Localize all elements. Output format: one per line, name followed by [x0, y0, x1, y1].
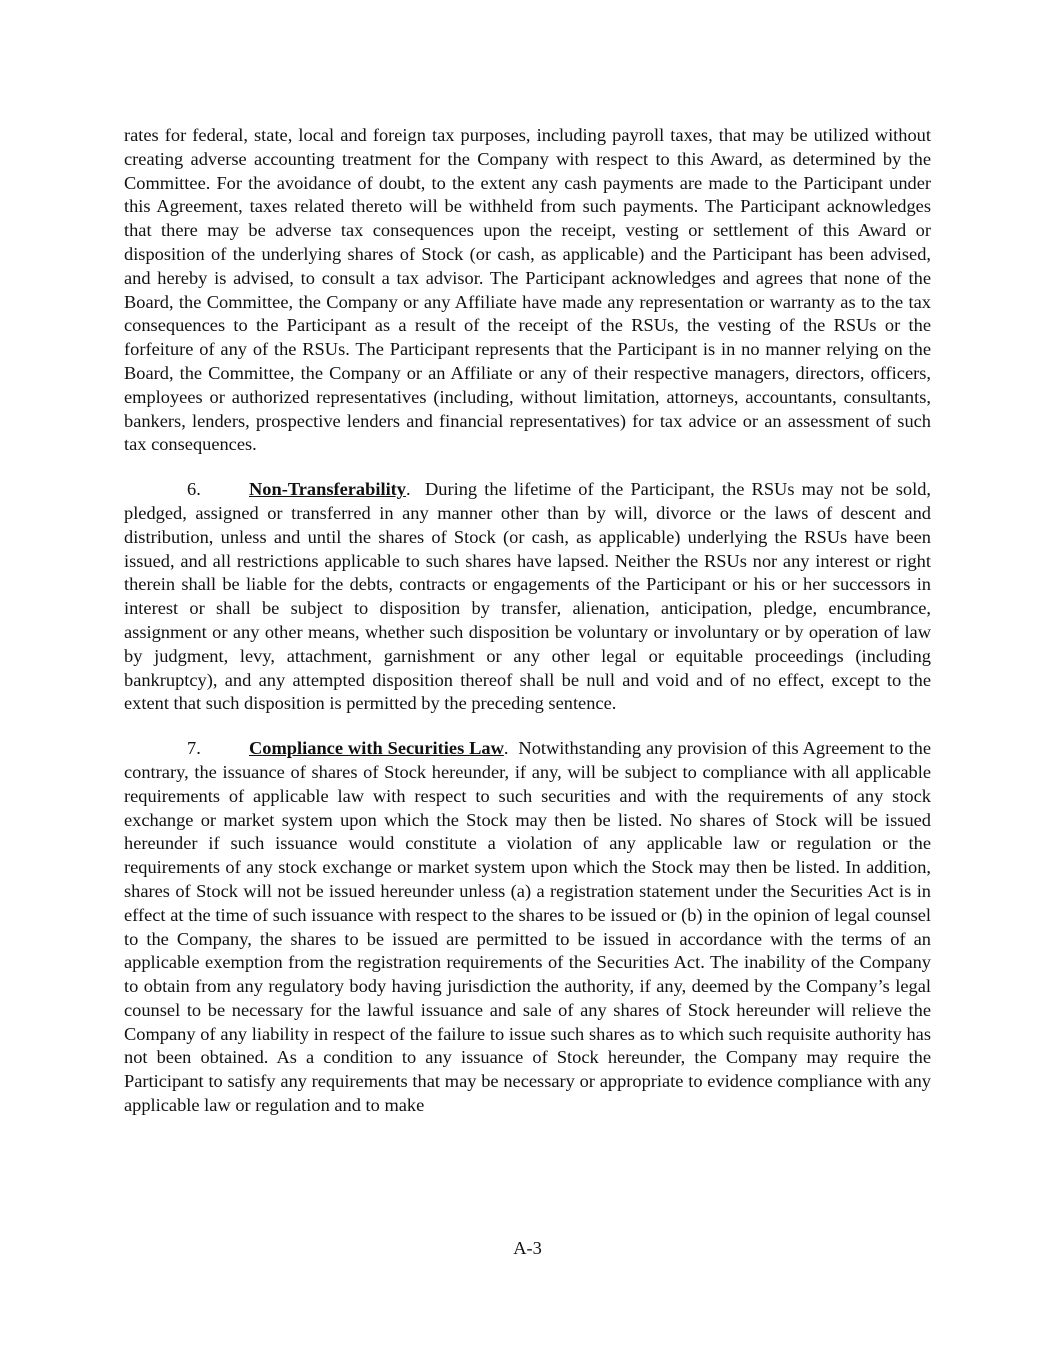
page-number: A-3	[513, 1238, 542, 1258]
section-heading: Compliance with Securities Law	[249, 738, 504, 759]
section-heading: Non-Transferability	[249, 479, 406, 500]
section-heading-period: .	[406, 479, 411, 500]
paragraph-text: Notwithstanding any provision of this Agreement to the contrary, the issuance of shares of Stock hereunder, if any, will be subject to compliance with all applicable requirements of applicable law with respect to such securities and with the requirements of any stock exchange or market system upon which the Stock may then be listed. No shares of Stock will be issued hereunder if such issuance would constitute a violation of any applicable law or regulation or the requirements of any stock exchange or market system upon which the Stock may then be listed. In addition, shares of Stock will not be issued hereunder unless (a) a registration statement under the Securities Act is in effect at the time of such issuance with respect to the shares to be issued or (b) in the opinion of legal counsel to the Company, the shares to be issued are permitted to be issued in accordance with the terms of an applicable exemption from the registration requirements of the Securities Act. The inability of the Company to obtain from any regulatory body having jurisdiction the authority, if any, deemed by the Company’s legal counsel to be necessary for the lawful issuance and sale of any shares of Stock hereunder will relieve the Company of any liability in respect of the failure to issue such shares as to which such requisite authority has not been obtained. As a condition to any issuance of Stock hereunder, the Company may require the Participant to satisfy any requirements that may be necessary or appropriate to evidence compliance with any applicable law or regulation and to make	[124, 738, 931, 1116]
section-number: 6.	[187, 479, 201, 500]
paragraph-section-6	[124, 478, 931, 716]
section-heading-period: .	[503, 738, 509, 759]
section-number: 7.	[187, 738, 201, 759]
paragraph-tax-continuation	[124, 124, 931, 457]
paragraph-section-7	[124, 737, 931, 1118]
document-body	[124, 124, 931, 1118]
paragraph-text: rates for federal, state, local and foreign tax purposes, including payroll taxes, that may be utilized without creating adverse accounting treatment for the Company with respect to this Award, as determined by the Committee. For the avoidance of doubt, to the extent any cash payments are made to the Participant under this Agreement, taxes related thereto will be withheld from such payments. The Participant acknowledges that there may be adverse tax consequences upon the receipt, vesting or settlement of this Award or disposition of the underlying shares of Stock (or cash, as applicable) and the Participant has been advised, and hereby is advised, to consult a tax advisor. The Participant acknowledges and agrees that none of the Board, the Committee, the Company or any Affiliate have made any representation or warranty as to the tax consequences to the Participant as a result of the receipt of the RSUs, the vesting of the RSUs or the forfeiture of any of the RSUs. The Participant represents that the Participant is in no manner relying on the Board, the Committee, the Company or an Affiliate or any of their respective managers, directors, officers, employees or authorized representatives (including, without limitation, attorneys, accountants, consultants, bankers, lenders, prospective lenders and financial representatives) for tax advice or an assessment of such tax consequences.	[124, 125, 931, 455]
paragraph-text: During the lifetime of the Participant, the RSUs may not be sold, pledged, assigned or transferred in any manner other than by will, divorce or the laws of descent and distribution, unless and until the shares of Stock (or cash, as applicable) underlying the RSUs have been issued, and all restrictions applicable to such shares have lapsed. Neither the RSUs nor any interest or right therein shall be liable for the debts, contracts or engagements of the Participant or his or her successors in interest or shall be subject to disposition by transfer, alienation, anticipation, pledge, encumbrance, assignment or any other means, whether such disposition be voluntary or involuntary or by operation of law by judgment, levy, attachment, garnishment or any other legal or equitable proceedings (including bankruptcy), and any attempted disposition thereof shall be null and void and of no effect, except to the extent that such disposition is permitted by the preceding sentence.	[124, 479, 931, 714]
